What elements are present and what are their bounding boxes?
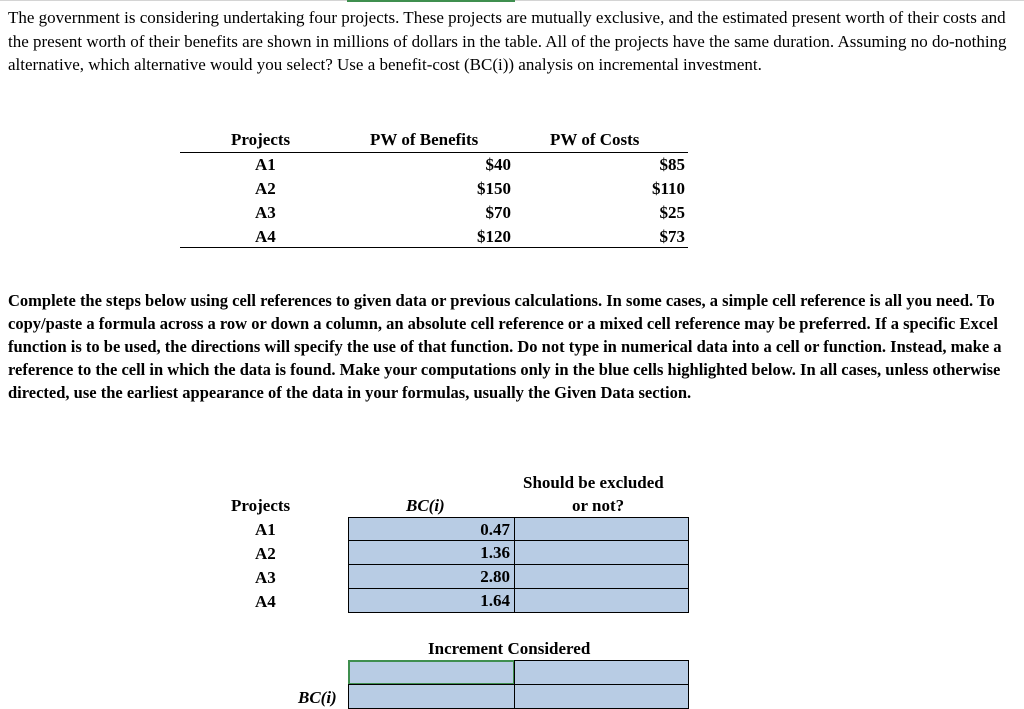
bc-project-cell: A2 — [255, 544, 276, 563]
increment-select-cell-2[interactable] — [514, 660, 689, 685]
bc-value-cell[interactable] — [348, 517, 515, 541]
given-costs-cell: $73 — [659, 227, 685, 246]
given-header-benefits: PW of Benefits — [370, 130, 479, 149]
bc-header-projects: Projects — [231, 496, 291, 515]
bc-value: 1.64 — [480, 591, 510, 610]
exclude-header-line2: or not? — [572, 496, 625, 515]
given-header-costs: PW of Costs — [550, 130, 640, 149]
given-costs-cell: $25 — [659, 203, 685, 222]
given-project-cell: A3 — [255, 203, 276, 222]
increment-bc-label: BC(i) — [298, 688, 337, 707]
exclude-input-cell[interactable] — [514, 564, 689, 589]
given-benefits-cell: $150 — [477, 179, 511, 198]
bc-project-cell: A4 — [255, 592, 276, 611]
bc-header-bc: BC(i) — [406, 496, 445, 515]
given-costs-cell: $85 — [659, 155, 685, 174]
given-benefits-cell: $70 — [485, 203, 511, 222]
increment-title: Increment Considered — [428, 639, 591, 658]
bc-value: 1.36 — [480, 543, 510, 562]
bc-value: 0.47 — [480, 520, 510, 539]
increment-bc-cell[interactable] — [348, 684, 515, 709]
bc-value-cell[interactable] — [348, 564, 515, 589]
bc-project-cell: A3 — [255, 568, 276, 587]
given-benefits-cell: $120 — [477, 227, 511, 246]
bc-value-cell[interactable] — [348, 540, 515, 565]
bc-value-cell[interactable] — [348, 588, 515, 613]
given-project-cell: A4 — [255, 227, 276, 246]
given-header-projects: Projects — [231, 130, 291, 149]
problem-statement: The government is considering undertaking four projects. These projects are mutually exclusive, and the estimated present worth of their costs and the present worth of their benefits are shown in millions of dollars in the table. All of the projects have the same duration. Assuming no do-nothing alternative, which alternative would you select? Use a benefit-cost (BC(i)) analysis on incremental investment. — [8, 8, 1007, 74]
selected-column-indicator — [347, 0, 515, 2]
bc-value: 2.80 — [480, 567, 510, 586]
exclude-header-line1: Should be excluded — [523, 473, 664, 492]
given-benefits-cell: $40 — [485, 155, 511, 174]
increment-select-cell[interactable] — [348, 660, 515, 685]
given-costs-cell: $110 — [651, 179, 685, 198]
exclude-input-cell[interactable] — [514, 588, 689, 613]
increment-bc-cell-2[interactable] — [514, 684, 689, 709]
exclude-input-cell[interactable] — [514, 540, 689, 565]
exclude-input-cell[interactable] — [514, 517, 689, 541]
given-project-cell: A2 — [255, 179, 276, 198]
bc-project-cell: A1 — [255, 520, 276, 539]
given-project-cell: A1 — [255, 155, 276, 174]
given-header-rule — [180, 152, 688, 153]
instructions-text: Complete the steps below using cell references to given data or previous calculations. In some cases, a simple cell reference is all you need. To copy/paste a formula across a row or down a column, an absolute cell reference or a mixed cell reference may be preferred. If a specific Excel function is to be used, the directions will specify the use of that function. Do not type in numerical data into a cell or function. Instead, make a reference to the cell in which the data is found. Make your computations only in the blue cells highlighted below. In all cases, unless otherwise directed, use the earliest appearance of the data in your formulas, usually the Given Data section. — [8, 291, 1002, 402]
given-bottom-rule — [180, 247, 688, 248]
